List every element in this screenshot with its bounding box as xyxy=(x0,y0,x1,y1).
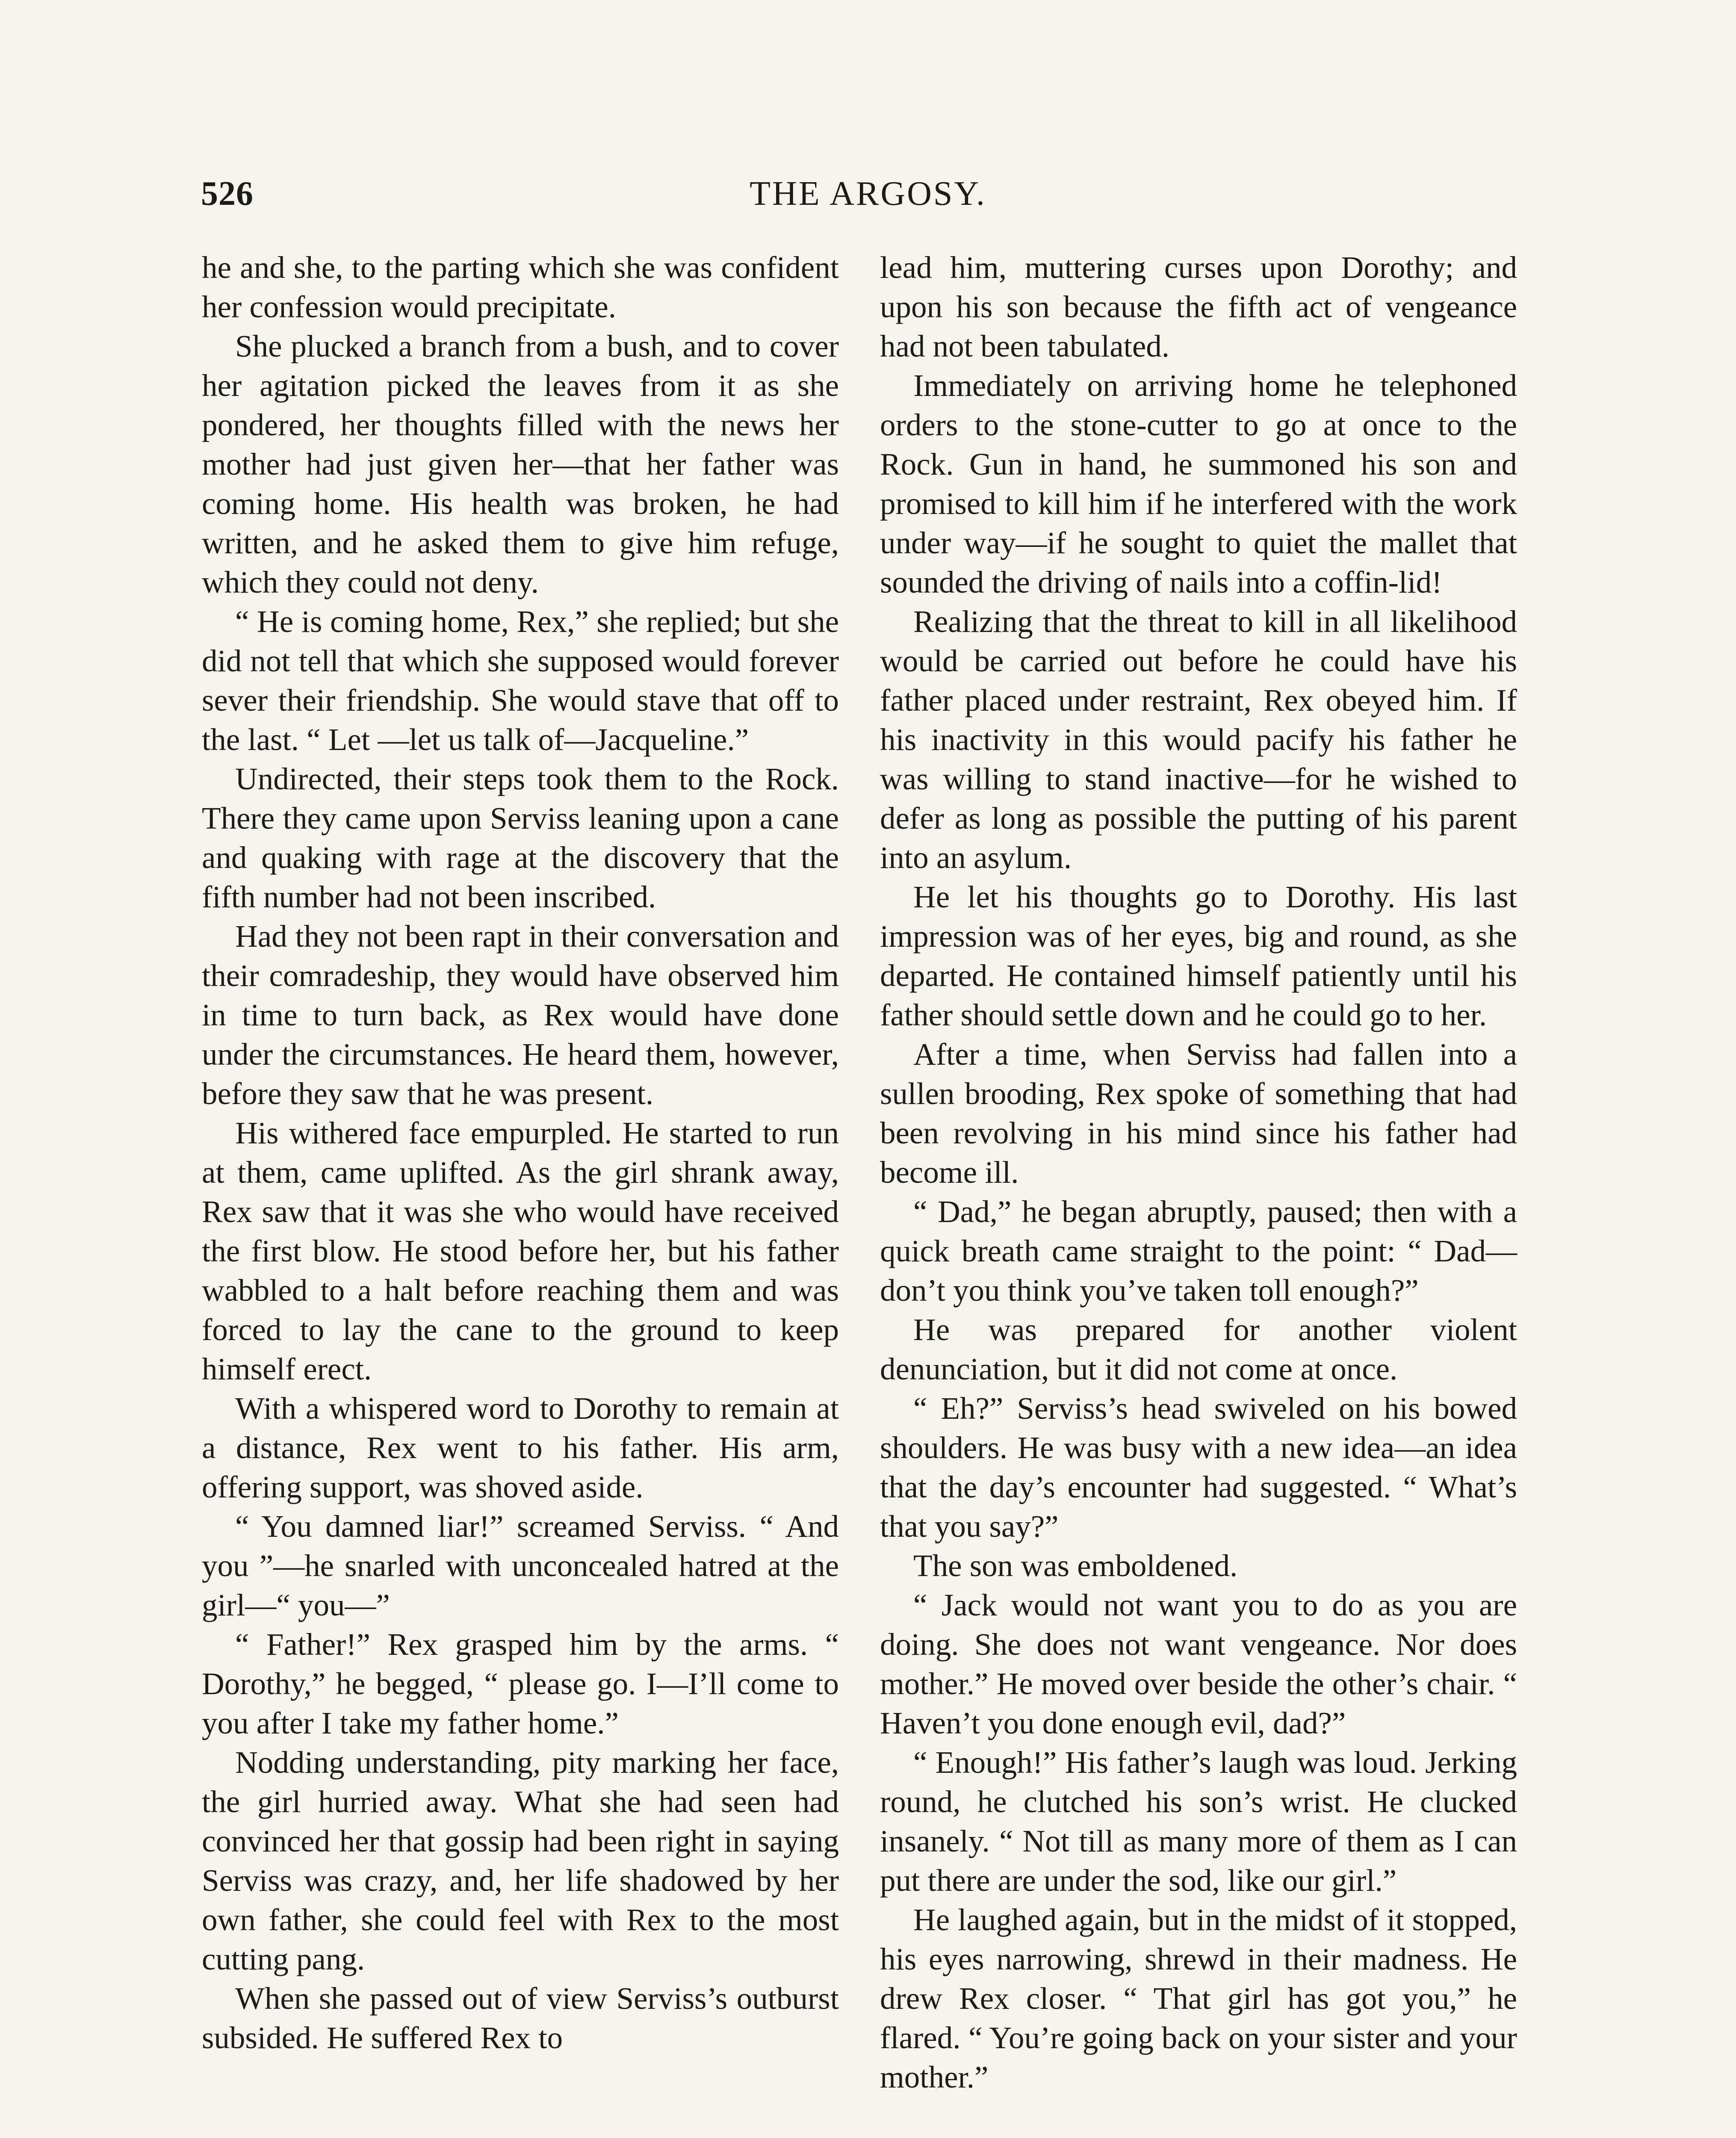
paragraph: Nodding understanding, pity marking her face, the girl hurried away. What she had seen had convinced her that gossip had been right in saying Serviss was crazy, and, her life shadowed by her own father, she could feel with Rex to the most cutting pang. xyxy=(202,1745,839,1976)
paragraph: Immediately on arriving home he telephoned orders to the stone-cutter to go at once to the Rock. Gun in hand, he summoned his son and promised to kill him if he interfered with the work under way—if he sought to quiet the mallet that sounded the driving of nails into a coffin-lid! xyxy=(880,368,1517,599)
right-column xyxy=(880,248,1517,2097)
paragraph: She plucked a branch from a bush, and to cover her agitation picked the leaves from it as she pondered, her thoughts filled with the news her mother had just given her—that her father was coming home. His health was broken, he had written, and he asked them to give him refuge, which they could not deny. xyxy=(202,329,839,599)
paragraph: “ He is coming home, Rex,” she replied; but she did not tell that which she supposed would forever sever their friendship. She would stave that off to the last. “ Let —let us talk of—Jacqueline.” xyxy=(202,604,839,757)
paragraph: He was prepared for another violent denunciation, but it did not come at once. xyxy=(880,1312,1517,1386)
paragraph: His withered face empurpled. He started to run at them, came uplifted. As the girl shrank away, Rex saw that it was she who would have received the first blow. He stood before her, but his father wabbled to a halt before reaching them and was forced to lay the cane to the ground to keep himself erect. xyxy=(202,1116,839,1386)
paragraph: When she passed out of view Serviss’s outburst subsided. He suffered Rex to xyxy=(202,1981,839,2055)
paragraph: “ Father!” Rex grasped him by the arms. “ Dorothy,” he begged, “ please go. I—I’ll come to you after I take my father home.” xyxy=(202,1627,839,1740)
paragraph: “ Jack would not want you to do as you are doing. She does not want vengeance. Nor does mother.” He moved over beside the other’s chair. “ Haven’t you done enough evil, dad?” xyxy=(880,1588,1517,1740)
paragraph: He laughed again, but in the midst of it stopped, his eyes narrowing, shrewd in their madness. He drew Rex closer. “ That girl has got you,” he flared. “ You’re going back on your sister and your mother.” xyxy=(880,1902,1517,2094)
left-column xyxy=(202,248,839,2058)
paragraph: With a whispered word to Dorothy to remain at a distance, Rex went to his father. His arm, offering support, was shoved aside. xyxy=(202,1391,839,1504)
paragraph: “ Dad,” he began abruptly, paused; then with a quick breath came straight to the point: “ Dad—don’t you think you’ve taken toll enough?” xyxy=(880,1194,1517,1308)
running-head: THE ARGOSY. xyxy=(750,175,986,213)
paragraph: After a time, when Serviss had fallen into a sullen brooding, Rex spoke of something that had been revolving in his mind since his father had become ill. xyxy=(880,1037,1517,1190)
paragraph: “ Enough!” His father’s laugh was loud. Jerking round, he clutched his son’s wrist. He clucked insanely. “ Not till as many more of them as I can put there are under the sod, like our girl.” xyxy=(880,1745,1517,1898)
paragraph: He let his thoughts go to Dorothy. His last impression was of her eyes, big and round, as she departed. He contained himself patiently until his father should settle down and he could go to her. xyxy=(880,880,1517,1032)
paragraph: Undirected, their steps took them to the Rock. There they came upon Serviss leaning upon a cane and quaking with rage at the discovery that the fifth number had not been inscribed. xyxy=(202,762,839,914)
paragraph: “ Eh?” Serviss’s head swiveled on his bowed shoulders. He was busy with a new idea—an idea that the day’s encounter had suggested. “ What’s that you say?” xyxy=(880,1391,1517,1544)
paragraph: Realizing that the threat to kill in all likelihood would be carried out before he could have his father placed under restraint, Rex obeyed him. If his inactivity in this would pacify his father he was willing to stand inactive—for he wished to defer as long as possible the putting of his parent into an asylum. xyxy=(880,604,1517,875)
paragraph: The son was emboldened. xyxy=(913,1548,1238,1583)
paragraph: he and she, to the parting which she was confident her confession would precipitate. xyxy=(202,250,839,324)
paragraph: Had they not been rapt in their conversation and their comradeship, they would have observed him in time to turn back, as Rex would have done under the circumstances. He heard them, however, before they saw that he was present. xyxy=(202,919,839,1111)
paragraph: “ You damned liar!” screamed Serviss. “ And you ”—he snarled with unconcealed hatred at the girl—“ you—” xyxy=(202,1509,839,1622)
page-number: 526 xyxy=(201,175,254,213)
paragraph: lead him, muttering curses upon Dorothy; and upon his son because the fifth act of vengeance had not been tabulated. xyxy=(880,250,1517,363)
